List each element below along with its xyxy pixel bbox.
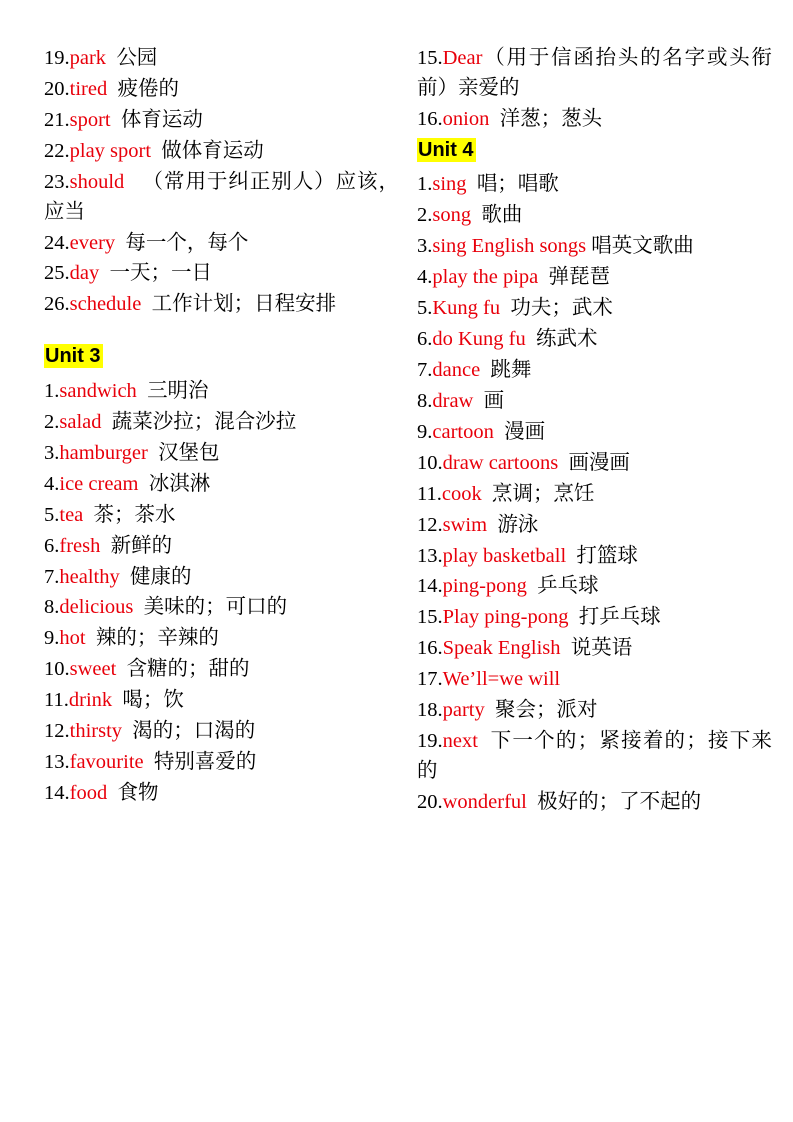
entry-number: 1. <box>417 173 433 196</box>
entry-english: sandwich <box>59 379 137 402</box>
entry-chinese-text: 一天；一日 <box>109 262 212 285</box>
vocab-entry <box>44 44 399 74</box>
entry-number: 11. <box>44 689 69 712</box>
entry-chinese <box>471 204 481 226</box>
entry-chinese <box>526 328 536 350</box>
entry-chinese-text: 弹琵琶 <box>548 266 611 289</box>
vocab-entry <box>44 377 399 407</box>
entry-chinese-text: 功夫；武术 <box>510 297 613 320</box>
entry-chinese <box>106 47 116 69</box>
vocab-entry <box>417 294 772 324</box>
vocab-entry <box>44 439 399 469</box>
entry-english: Dear <box>442 47 483 69</box>
entry-chinese-text: 极好的；了不起的 <box>537 790 702 813</box>
entry-number: 4. <box>417 266 433 289</box>
entry-number: 16. <box>417 107 443 130</box>
entry-number: 21. <box>44 108 70 131</box>
entry-number: 10. <box>417 451 443 474</box>
entry-chinese-text: 辣的；辛辣的 <box>95 627 219 650</box>
vocab-entry <box>44 593 399 623</box>
entry-chinese-text: 做体育运动 <box>161 139 264 162</box>
entry-chinese-text: 说英语 <box>570 637 633 660</box>
entry-english: onion <box>442 107 490 130</box>
entry-chinese-text: 食物 <box>117 781 159 804</box>
entry-chinese <box>527 575 537 597</box>
entry-chinese-text: 下一个的；紧接着的；接下来的 <box>417 730 773 782</box>
entry-number: 22. <box>44 139 70 162</box>
entry-chinese-text: 新鲜的 <box>110 534 173 557</box>
vocab-entry <box>44 563 399 593</box>
vocab-entry <box>417 418 772 448</box>
vocab-entry <box>417 603 772 633</box>
entry-chinese-text: 渴的；口渴的 <box>132 720 256 743</box>
entry-chinese-text: 美味的；可口的 <box>143 596 288 619</box>
vocab-entry <box>44 655 399 685</box>
entry-chinese-text: 画漫画 <box>568 451 630 474</box>
entry-chinese-text: （用于信函抬头的名字或头衔前）亲爱的 <box>417 47 772 99</box>
entry-chinese-text: 唱；唱歌 <box>476 173 559 196</box>
vocab-entry <box>44 408 399 438</box>
entry-chinese <box>485 699 495 721</box>
vocab-entry <box>417 387 772 417</box>
unit-heading-label: Unit 4 <box>418 138 474 161</box>
entry-number: 13. <box>44 751 70 774</box>
entry-number: 18. <box>417 699 443 722</box>
vocab-entry <box>417 480 772 510</box>
vocab-entry <box>417 170 772 200</box>
entry-english: ping-pong <box>442 575 527 598</box>
entry-chinese <box>487 514 497 536</box>
entry-english: swim <box>442 513 488 536</box>
vocab-entry <box>417 449 772 479</box>
entry-number: 20. <box>44 77 70 100</box>
entry-english: favourite <box>69 751 144 774</box>
entry-chinese-text: 打乒乓球 <box>578 606 661 629</box>
entry-chinese <box>561 637 571 659</box>
entry-chinese-text: 每一个，每个 <box>125 231 249 254</box>
entry-chinese-text: 打篮球 <box>576 544 638 567</box>
unit-heading-3 <box>44 342 399 371</box>
entry-english: draw <box>432 389 474 412</box>
entry-chinese <box>566 545 576 567</box>
entry-number: 15. <box>417 47 443 69</box>
entry-english: play basketball <box>442 544 567 567</box>
left-column <box>44 44 399 810</box>
vocab-entry <box>44 290 399 320</box>
vocab-entry <box>417 542 772 572</box>
entry-chinese <box>120 566 130 588</box>
right-entries-bottom <box>417 170 772 817</box>
entry-chinese <box>102 411 112 433</box>
entry-chinese <box>100 535 110 557</box>
entry-chinese-text: 蔬菜沙拉；混合沙拉 <box>111 410 297 433</box>
vocab-entry <box>44 748 399 778</box>
unit-heading-label: Unit 3 <box>45 345 101 368</box>
entry-chinese-text: 喝；饮 <box>122 689 184 712</box>
entry-chinese-text: 三明治 <box>147 379 209 402</box>
left-entries-top <box>44 44 399 320</box>
entry-chinese <box>489 108 499 130</box>
vocab-entry <box>44 259 399 289</box>
entry-chinese-text: 汉堡包 <box>158 441 220 464</box>
vocab-entry <box>417 696 772 726</box>
entry-english: healthy <box>59 565 120 588</box>
entry-english: ice cream <box>59 472 139 495</box>
vocab-entry <box>417 511 772 541</box>
entry-chinese <box>558 452 568 474</box>
entry-chinese <box>568 606 578 628</box>
vocab-entry <box>417 665 772 695</box>
entry-chinese <box>500 297 510 319</box>
entry-english: sweet <box>69 658 117 681</box>
vocab-entry <box>417 44 772 104</box>
entry-chinese-text: 聚会；派对 <box>495 699 598 722</box>
entry-number: 20. <box>417 790 443 813</box>
entry-chinese-text: 体育运动 <box>120 108 203 131</box>
entry-chinese <box>144 751 154 773</box>
entry-chinese-text: 游泳 <box>497 513 539 536</box>
entry-english: sing <box>432 173 467 196</box>
vocab-entry <box>44 532 399 562</box>
entry-chinese-text: 健康的 <box>129 565 192 588</box>
entry-chinese-text: 含糖的；甜的 <box>126 658 250 681</box>
entry-chinese-text: 烹调；烹饪 <box>491 482 595 505</box>
entry-english: We’ll=we will <box>442 668 561 691</box>
entry-english: dance <box>432 358 481 381</box>
entry-number: 25. <box>44 262 70 285</box>
left-entries-bottom <box>44 377 399 809</box>
entry-english: next <box>442 730 478 753</box>
entry-chinese <box>137 380 147 402</box>
entry-chinese-text: 唱英文歌曲 <box>591 235 694 258</box>
vocab-entry <box>44 501 399 531</box>
entry-number: 13. <box>417 544 443 567</box>
vocab-entry <box>417 105 772 135</box>
entry-english: Play ping-pong <box>442 606 569 629</box>
entry-number: 14. <box>417 575 443 598</box>
entry-chinese-text: 疲倦的 <box>117 77 179 100</box>
entry-number: 12. <box>417 513 443 536</box>
vocab-entry <box>44 75 399 105</box>
entry-chinese <box>107 782 117 804</box>
entry-english: Speak English <box>442 637 561 660</box>
vocab-entry <box>417 356 772 386</box>
entry-chinese <box>116 658 126 680</box>
entry-number: 24. <box>44 231 70 254</box>
entry-english: should <box>69 170 125 193</box>
right-column <box>417 44 772 819</box>
entry-english: draw cartoons <box>442 451 559 474</box>
entry-chinese <box>478 730 491 752</box>
vocab-entry <box>417 572 772 602</box>
vocab-entry <box>417 788 772 818</box>
entry-chinese <box>133 596 143 618</box>
entry-chinese-text: 特别喜爱的 <box>153 751 257 774</box>
entry-english: song <box>432 204 472 227</box>
vocab-entry <box>44 168 399 228</box>
entry-chinese <box>112 689 122 711</box>
entry-english: schedule <box>69 293 142 316</box>
vocab-entry <box>44 717 399 747</box>
two-column-layout <box>44 44 773 819</box>
entry-number: 8. <box>44 596 60 619</box>
entry-chinese <box>467 173 477 195</box>
entry-number: 2. <box>417 204 433 227</box>
entry-number: 8. <box>417 389 433 412</box>
entry-number: 5. <box>417 297 433 320</box>
entry-chinese-text: 乒乓球 <box>537 575 599 598</box>
entry-number: 4. <box>44 472 60 495</box>
vocab-entry <box>417 232 772 262</box>
entry-chinese <box>86 627 96 649</box>
entry-chinese <box>538 266 548 288</box>
entry-english: fresh <box>59 534 101 557</box>
entry-english: play the pipa <box>432 266 539 289</box>
entry-chinese-text: 冰淇淋 <box>148 472 211 495</box>
entry-number: 3. <box>44 441 60 464</box>
entry-chinese <box>473 390 483 412</box>
entry-number: 6. <box>417 328 433 351</box>
entry-chinese <box>151 140 161 162</box>
entry-chinese-text: 洋葱；葱头 <box>499 107 603 130</box>
entry-english: do Kung fu <box>432 328 526 351</box>
entry-english: thirsty <box>69 720 123 743</box>
entry-chinese-text: 工作计划；日程安排 <box>151 293 337 316</box>
entry-english: Kung fu <box>432 297 501 320</box>
entry-english: cook <box>441 482 482 505</box>
entry-chinese <box>107 78 117 100</box>
entry-chinese <box>124 171 142 193</box>
unit-heading-4 <box>417 136 772 165</box>
entry-number: 6. <box>44 534 60 557</box>
entry-english: party <box>442 699 485 722</box>
entry-english: drink <box>68 689 113 712</box>
entry-english: sing English songs <box>432 235 587 258</box>
entry-number: 11. <box>417 482 442 505</box>
entry-chinese-text: 练武术 <box>536 328 598 351</box>
entry-english: every <box>69 231 116 254</box>
vocab-entry <box>44 229 399 259</box>
entry-number: 26. <box>44 293 70 316</box>
entry-english: salad <box>59 410 102 433</box>
entry-english: wonderful <box>442 790 527 813</box>
vocab-entry <box>44 137 399 167</box>
vocab-entry <box>417 201 772 231</box>
entry-number: 1. <box>44 379 60 402</box>
entry-chinese <box>83 504 93 526</box>
entry-chinese <box>111 109 121 131</box>
entry-number: 23. <box>44 170 70 193</box>
entry-english: delicious <box>59 596 134 619</box>
entry-chinese <box>122 720 132 742</box>
entry-chinese <box>494 421 504 443</box>
entry-english: day <box>69 262 100 285</box>
entry-chinese <box>527 791 537 813</box>
vocab-entry <box>417 634 772 664</box>
entry-number: 17. <box>417 668 443 691</box>
entry-number: 7. <box>44 565 60 588</box>
vocab-entry <box>44 624 399 654</box>
vocab-entry <box>44 686 399 716</box>
entry-number: 19. <box>417 730 443 753</box>
entry-english: hot <box>59 627 86 650</box>
entry-number: 9. <box>417 420 433 443</box>
entry-chinese-text: 画 <box>483 389 505 412</box>
entry-number: 3. <box>417 235 433 258</box>
entry-chinese-text: 跳舞 <box>490 358 532 381</box>
entry-number: 12. <box>44 720 70 743</box>
entry-chinese-text: 公园 <box>116 47 158 69</box>
entry-chinese-text: 歌曲 <box>481 204 523 227</box>
vocab-entry <box>417 727 772 787</box>
entry-chinese <box>99 262 109 284</box>
entry-chinese <box>141 293 151 315</box>
entry-english: food <box>69 781 108 804</box>
vocab-entry <box>44 106 399 136</box>
entry-number: 19. <box>44 47 70 69</box>
entry-chinese <box>138 473 148 495</box>
entry-number: 16. <box>417 637 443 660</box>
entry-english: tea <box>59 503 84 526</box>
vocab-entry <box>44 470 399 500</box>
entry-number: 9. <box>44 627 60 650</box>
entry-chinese-text: 茶；茶水 <box>93 503 176 526</box>
entry-number: 2. <box>44 410 60 433</box>
right-entries-top <box>417 44 772 135</box>
entry-english: sport <box>69 108 111 131</box>
entry-number: 7. <box>417 358 433 381</box>
vocab-entry <box>417 325 772 355</box>
entry-chinese <box>480 359 490 381</box>
entry-number: 14. <box>44 781 70 804</box>
entry-chinese-text: （常用于纠正别人）应该，应当 <box>44 170 400 223</box>
entry-chinese <box>482 483 492 505</box>
entry-chinese-text: 漫画 <box>504 420 546 443</box>
entry-english: cartoon <box>432 420 494 443</box>
entry-chinese <box>115 232 125 254</box>
entry-english: play sport <box>69 139 152 162</box>
entry-number: 10. <box>44 658 70 681</box>
vocab-entry <box>44 779 399 809</box>
entry-chinese <box>148 442 158 464</box>
entry-number: 15. <box>417 606 443 629</box>
entry-english: hamburger <box>59 441 148 464</box>
entry-english: tired <box>69 77 108 100</box>
entry-english: park <box>69 47 107 69</box>
entry-number: 5. <box>44 503 60 526</box>
vocab-entry <box>417 263 772 293</box>
